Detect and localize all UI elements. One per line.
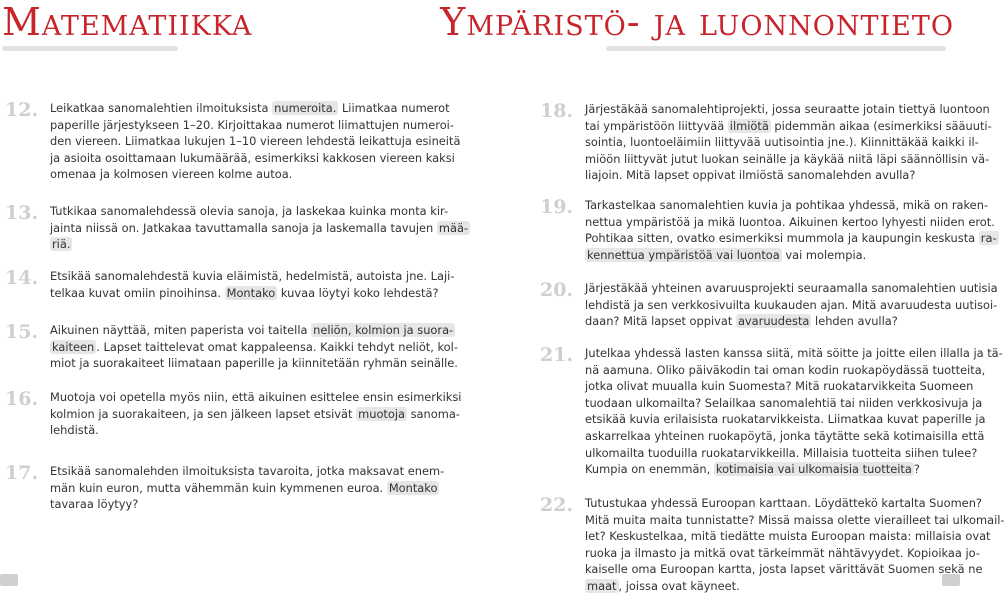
text-line [50, 236, 470, 253]
task-text [585, 280, 998, 330]
task-text [50, 389, 461, 439]
task-number: 21. [540, 344, 574, 366]
task-number: 22. [540, 494, 574, 516]
text-line [585, 528, 1005, 545]
text-line [50, 355, 458, 372]
text-segment: vai molempia. [781, 247, 867, 262]
text-segment: jotka olivat muualla kuin Suomesta? Mitä ruokatarvikkeita Suomeen [585, 379, 974, 394]
page-title-right: Ympäristö- ja luonnontieto [440, 0, 954, 44]
task-text [50, 463, 444, 513]
text-line [585, 230, 999, 247]
task-text [585, 495, 1005, 595]
text-segment: Muotoja voi opetella myös niin, että aikuinen esittelee ensin esimerkiksi [50, 390, 462, 404]
task-text [585, 101, 992, 184]
text-line [585, 561, 1005, 578]
highlighted-word: avaruudesta [737, 314, 810, 329]
text-line [50, 389, 461, 406]
text-line [585, 411, 1003, 428]
text-segment: let? Keskustelkaa, mitä tiedätte muista Euroopan maista: millaisia ovat [585, 529, 991, 544]
highlighted-word: muotoja [358, 406, 405, 421]
text-segment: , joissa ovat käyneet. [618, 578, 740, 593]
task-text [50, 268, 454, 301]
text-line [585, 134, 992, 151]
text-segment: Jutelkaa yhdessä lasten kanssa siitä, mitä söitte ja joitte eilen illalla ja tä- [585, 346, 1003, 360]
text-line [50, 285, 454, 302]
text-line [50, 406, 461, 423]
text-line [50, 203, 470, 220]
task-text [50, 100, 460, 183]
text-segment: paperille järjestykseen 1–20. Kirjoittakaa numerot liimattujen numeroi- [50, 117, 454, 132]
text-segment: nettua ympäristöä ja mikä luontoa. Aikuinen kertoo lyhyesti niiden erot. [585, 214, 995, 229]
highlighted-word: neliön, kolmion ja suora- [313, 323, 454, 337]
page-title-left: Matematiikka [2, 0, 253, 44]
highlighted-word: maat [587, 578, 617, 593]
text-segment: etsikää kuvia erilaisista ruokatarvikkeista. Liimatkaa kuvat paperille ja [585, 412, 986, 427]
text-segment: tuodaan ulkomailta? Selailkaa sanomalehtiä tai niiden verkkosivuja ja [585, 395, 983, 410]
text-segment: den viereen. Liimatkaa lukujen 1–10 viereen lehdestä leikattuja esineitä [50, 134, 461, 149]
text-line [585, 578, 1005, 595]
text-line [50, 166, 460, 183]
text-segment: omenaa ja kolmosen viereen kolme autoa. [50, 167, 293, 182]
text-segment: . Lapset taittelevat omat kappaleensa. Kaikki tehdyt neliöt, kol- [96, 339, 458, 354]
text-line [585, 167, 992, 184]
text-segment: miot ja suorakaiteet liimataan paperille ja kiinnitetään ryhmän seinälle. [50, 356, 458, 371]
text-segment: Etsikää sanomalehdestä kuvia eläimistä, hedelmistä, autoista jne. Laji- [50, 269, 455, 283]
text-line [50, 100, 460, 117]
task-number: 12. [5, 99, 39, 121]
text-segment: män kuin euron, mutta vähemmän kuin kymmenen euroa. [50, 480, 387, 495]
highlighted-word: kaiteen [52, 339, 95, 354]
text-line [50, 150, 460, 167]
text-line [585, 197, 999, 214]
text-segment: Aikuinen näyttää, miten paperista voi taitella [50, 323, 312, 337]
text-line [50, 133, 460, 150]
page-corner-mark-left [0, 574, 18, 586]
task-text [585, 345, 1003, 478]
title-underline-left [2, 46, 178, 51]
task-number: 19. [540, 196, 574, 218]
text-segment: Liimatkaa numerot [338, 101, 450, 115]
text-segment: sanoma- [407, 406, 460, 421]
task-text [50, 322, 458, 372]
text-segment: sointia, luontoeläimiin liittyvää uutisointia jne.). Kiinnittäkää kaikki il- [585, 135, 979, 150]
text-segment: Etsikää sanomalehden ilmoituksista tavaroita, jotka maksavat enem- [50, 464, 445, 478]
text-segment: lehdistä ja sen verkkosivuilta kuukauden ajan. Mitä avaruudesta uutisoi- [585, 297, 998, 312]
task-number: 18. [540, 100, 574, 122]
text-line [585, 495, 1005, 512]
text-segment: kolmion ja suorakaiteen, ja sen jälkeen lapset etsivät [50, 406, 357, 421]
text-segment: askarrelkaa yhteinen ruokapöytä, jonka täytätte sekä kotimaisilla että [585, 428, 985, 443]
text-line [585, 345, 1003, 362]
highlighted-word: mää- [438, 220, 469, 235]
text-line [50, 117, 460, 134]
highlighted-word: kotimaisia vai ulkomaisia tuotteita [715, 462, 912, 477]
text-line [585, 101, 992, 118]
text-segment: Pohtikaa sitten, ovatko esimerkiksi mummola ja kaupungin keskusta [585, 231, 979, 246]
text-segment: liajoin. Mitä lapset oppivat ilmiöstä sanomalehden avulla? [585, 168, 916, 183]
task-number: 16. [5, 388, 39, 410]
task-text [50, 203, 470, 253]
task-number: 14. [5, 267, 39, 289]
text-segment: lehdistä. [50, 423, 99, 438]
text-segment: tai ympäristöön liittyvää [585, 118, 728, 133]
text-segment: Kumpia on enemmän, [585, 462, 714, 477]
task-number: 20. [540, 279, 574, 301]
text-line [585, 214, 999, 231]
text-segment: kuvaa löytyi koko lehdestä? [277, 285, 439, 300]
text-line [50, 480, 444, 497]
highlighted-word: Montako [388, 480, 438, 495]
highlighted-word: kennettua ympäristöä vai luontoa [587, 247, 780, 262]
text-segment: nä aamuna. Oliko päiväkodin tai oman kodin ruokapöydässä tuotteita, [585, 362, 986, 377]
text-segment: lehden avulla? [811, 314, 898, 329]
text-line [585, 280, 998, 297]
task-number: 17. [5, 462, 39, 484]
text-segment: telkaa kuvat omiin pinoihinsa. [50, 285, 225, 300]
text-line [585, 247, 999, 264]
text-segment: ruoka ja ilmasto ja mitkä ovat tärkeimmät nähtävyydet. Kopioikaa jo- [585, 545, 980, 560]
text-segment: Tarkastelkaa sanomalehtien kuvia ja pohtikaa yhdessä, mikä on raken- [585, 198, 989, 212]
text-line [585, 461, 1003, 478]
text-segment: pidemmän aikaa (esimerkiksi sääuuti- [770, 118, 992, 133]
task-text [585, 197, 999, 263]
text-line [50, 339, 458, 356]
text-segment: kaiselle oma Euroopan kartta, josta lapset värittävät Suomen sekä ne [585, 562, 983, 577]
highlighted-word: riä. [52, 237, 71, 252]
title-underline-right [606, 46, 946, 51]
text-segment: ulkomailta tuoduilla ruokatarvikkeilla. Millaisia tuotteita siihen tulee? [585, 445, 978, 460]
highlighted-word: ra- [980, 231, 997, 246]
text-line [585, 512, 1005, 529]
highlighted-word: Montako [226, 285, 276, 300]
text-line [585, 395, 1003, 412]
text-line [585, 362, 1003, 379]
text-segment: miöön liittyvät jutut luokan seinälle ja käykää niitä läpi säännöllisin vä- [585, 151, 990, 166]
text-segment: Järjestäkää sanomalehtiprojekti, jossa seuraatte jotain tiettyä luontoon [585, 102, 990, 116]
text-line [585, 445, 1003, 462]
text-line [585, 297, 998, 314]
text-line [585, 151, 992, 168]
highlighted-word: ilmiötä [729, 118, 769, 133]
text-line [585, 378, 1003, 395]
text-segment: tavaraa löytyy? [50, 497, 139, 512]
text-line [50, 220, 470, 237]
text-line [50, 322, 458, 339]
text-segment: Tutkikaa sanomalehdessä olevia sanoja, ja laskekaa kuinka monta kir- [50, 204, 449, 218]
text-segment: Leikatkaa sanomalehtien ilmoituksista [50, 101, 273, 115]
text-line [585, 428, 1003, 445]
text-line [50, 496, 444, 513]
text-segment: jainta niissä on. Jatkakaa tavuttamalla sanoja ja laskemalla tavujen [50, 220, 437, 235]
text-segment: Järjestäkää yhteinen avaruusprojekti seuraamalla sanomalehtien uutisia [585, 281, 998, 295]
text-line [50, 463, 444, 480]
text-segment: ? [913, 462, 920, 477]
highlighted-word: numeroita. [274, 101, 337, 115]
text-line [585, 545, 1005, 562]
text-segment: Tutustukaa yhdessä Euroopan karttaan. Löydättekö kartalta Suomen? [585, 496, 982, 510]
text-line [50, 422, 461, 439]
text-segment: ja asioita osoittamaan lukumäärää, esimerkiksi kakkosen viereen kaksi [50, 150, 455, 165]
task-number: 13. [5, 202, 39, 224]
text-line [585, 313, 998, 330]
text-line [585, 118, 992, 135]
text-line [50, 268, 454, 285]
text-segment: Mitä muita maita tunnistatte? Missä maissa olette vierailleet tai ulkomail- [585, 512, 1005, 527]
text-segment: daan? Mitä lapset oppivat [585, 314, 736, 329]
task-number: 15. [5, 321, 39, 343]
